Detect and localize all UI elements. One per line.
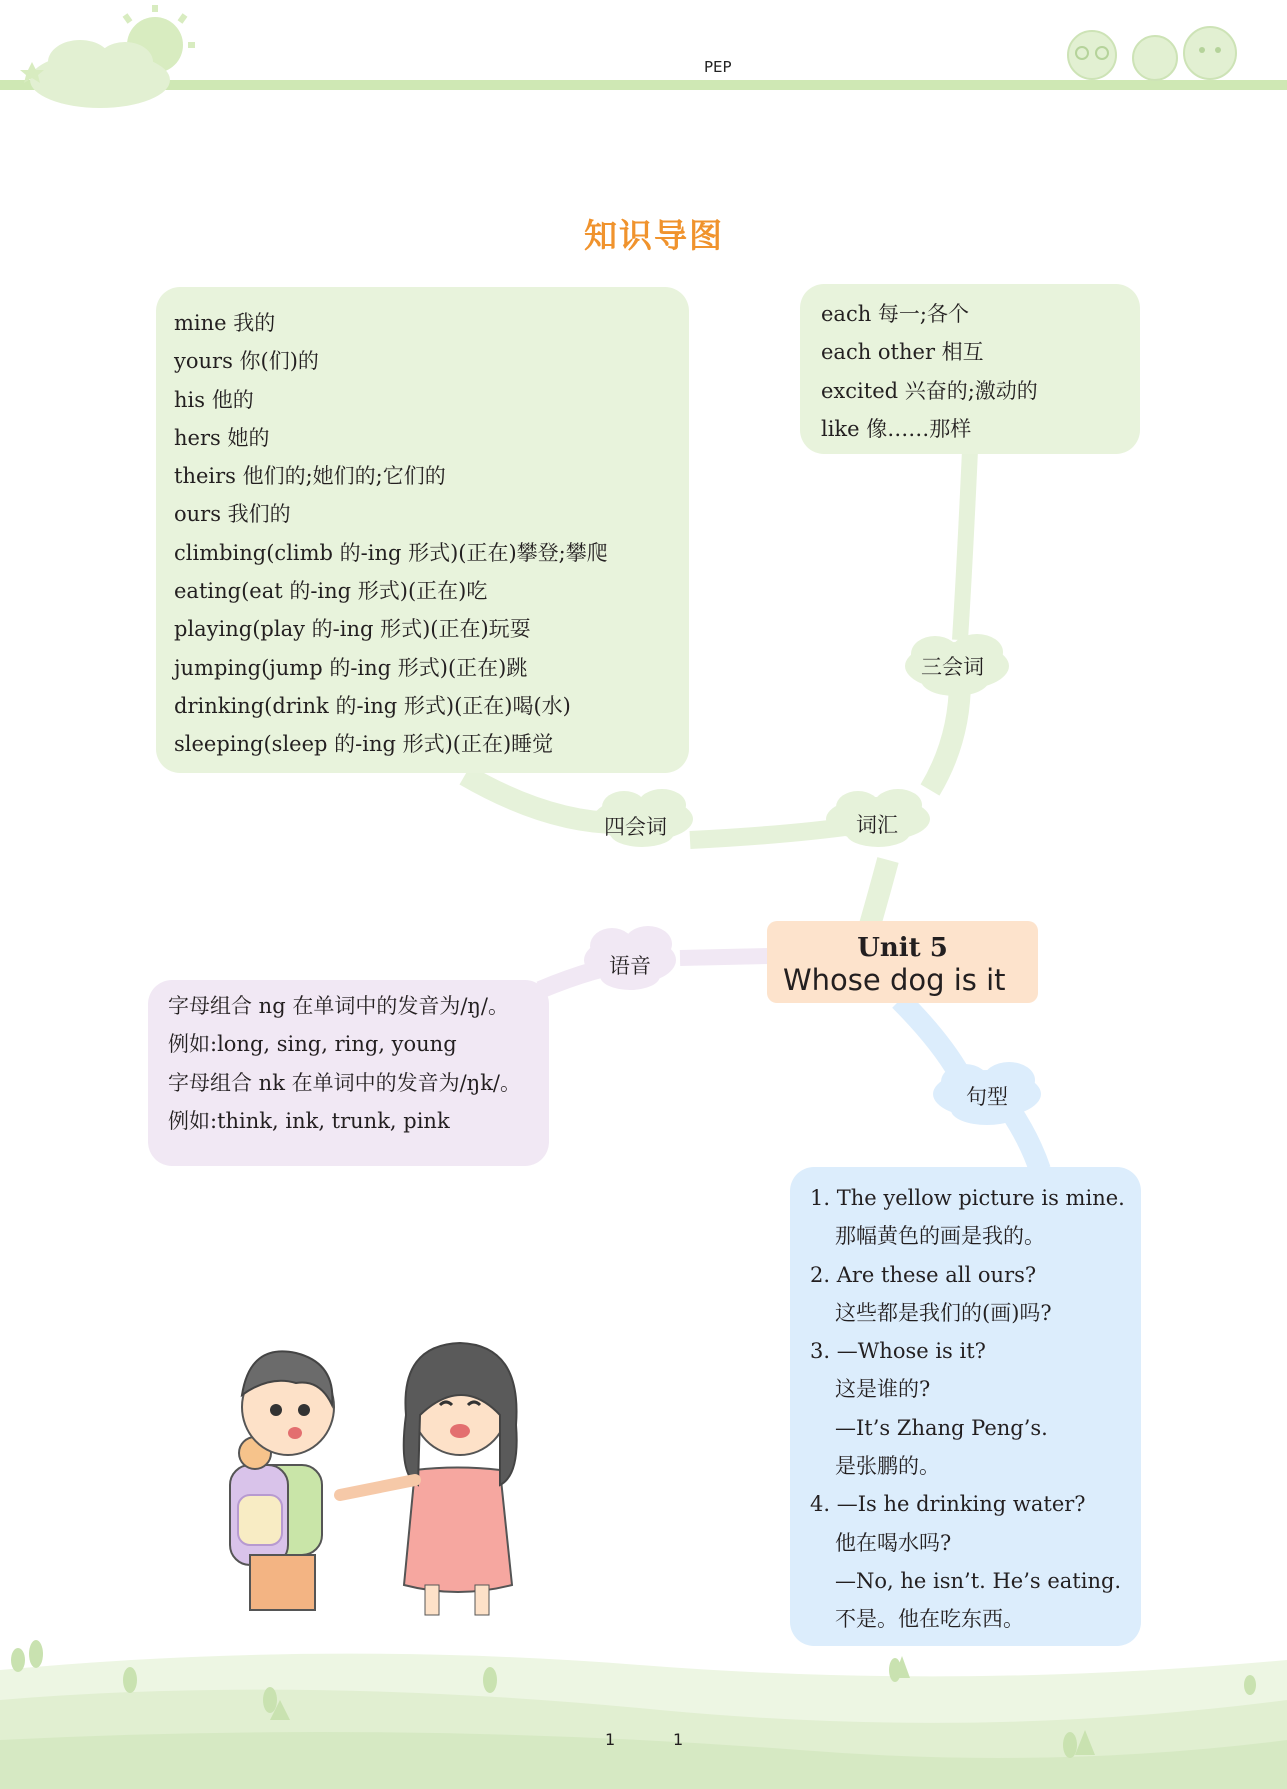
list-item: each other 相互 [821, 340, 984, 365]
label-vocab: 词汇 [856, 813, 898, 837]
list-item: 那幅黄色的画是我的。 [835, 1224, 1045, 1249]
vocab-three-box [800, 284, 1140, 454]
boy-figure [230, 1351, 334, 1610]
page-number-right: 1 [673, 1730, 684, 1749]
unit-subtitle: Whose dog is it [783, 963, 1006, 997]
sentences-list [810, 1179, 1125, 1639]
list-item: yours 你(们)的 [174, 349, 319, 374]
list-item: playing(play 的-ing 形式)(正在)玩耍 [174, 617, 531, 642]
list-item: 1. The yellow picture is mine. [810, 1186, 1125, 1210]
sentences-box [790, 1167, 1141, 1646]
list-item: 是张鹏的。 [835, 1454, 940, 1479]
unit-center-box [767, 921, 1038, 1003]
vocab-three-list [821, 295, 1038, 448]
list-item: like 像……那样 [821, 416, 972, 441]
header-publisher: PEP [704, 58, 732, 76]
list-item: sleeping(sleep 的-ing 形式)(正在)睡觉 [174, 732, 554, 757]
unit-number: Unit 5 [857, 933, 948, 963]
list-item: drinking(drink 的-ing 形式)(正在)喝(水) [174, 693, 571, 718]
page-title: 知识导图 [584, 216, 724, 255]
vocab-four-box [156, 287, 689, 773]
vocab-four-list [174, 304, 608, 764]
list-item: 这些都是我们的(画)吗? [835, 1300, 1052, 1325]
list-item: ours 我们的 [174, 502, 291, 527]
label-three-skill: 三会词 [921, 655, 984, 679]
list-item: —No, he isn’t. He’s eating. [835, 1568, 1122, 1593]
list-item: 他在喝水吗? [835, 1530, 952, 1555]
list-item: his 他的 [174, 387, 254, 412]
list-item: eating(eat 的-ing 形式)(正在)吃 [174, 579, 488, 604]
list-item: each 每一;各个 [821, 302, 969, 326]
list-item: 2. Are these all ours? [810, 1262, 1037, 1287]
list-item: 字母组合 nk 在单词中的发音为/ŋk/。 [168, 1070, 521, 1095]
phonics-list [168, 987, 521, 1140]
label-sentences: 句型 [966, 1085, 1008, 1109]
list-item: excited 兴奋的;激动的 [821, 378, 1038, 403]
landscape-decoration [0, 1630, 1287, 1789]
list-item: 这是谁的? [835, 1377, 931, 1402]
girl-figure [340, 1343, 517, 1615]
list-item: 3. —Whose is it? [810, 1339, 986, 1364]
list-item: hers 她的 [174, 425, 270, 450]
phonics-box [148, 980, 549, 1166]
list-item: 例如:think, ink, trunk, pink [168, 1108, 450, 1133]
children-illustration [200, 1335, 530, 1620]
list-item: jumping(jump 的-ing 形式)(正在)跳 [174, 655, 528, 680]
page-number-left: 1 [605, 1730, 616, 1749]
label-four-skill: 四会词 [604, 815, 667, 839]
list-item: 不是。他在吃东西。 [835, 1607, 1024, 1632]
list-item: 4. —Is he drinking water? [810, 1492, 1086, 1517]
list-item: theirs 他们的;她们的;它们的 [174, 464, 446, 489]
list-item: 字母组合 ng 在单词中的发音为/ŋ/。 [168, 994, 509, 1018]
list-item: 例如:long, sing, ring, young [168, 1032, 457, 1057]
list-item: mine 我的 [174, 311, 276, 335]
list-item: —It’s Zhang Peng’s. [835, 1415, 1048, 1440]
label-phonics: 语音 [609, 954, 651, 978]
list-item: climbing(climb 的-ing 形式)(正在)攀登;攀爬 [174, 540, 608, 565]
